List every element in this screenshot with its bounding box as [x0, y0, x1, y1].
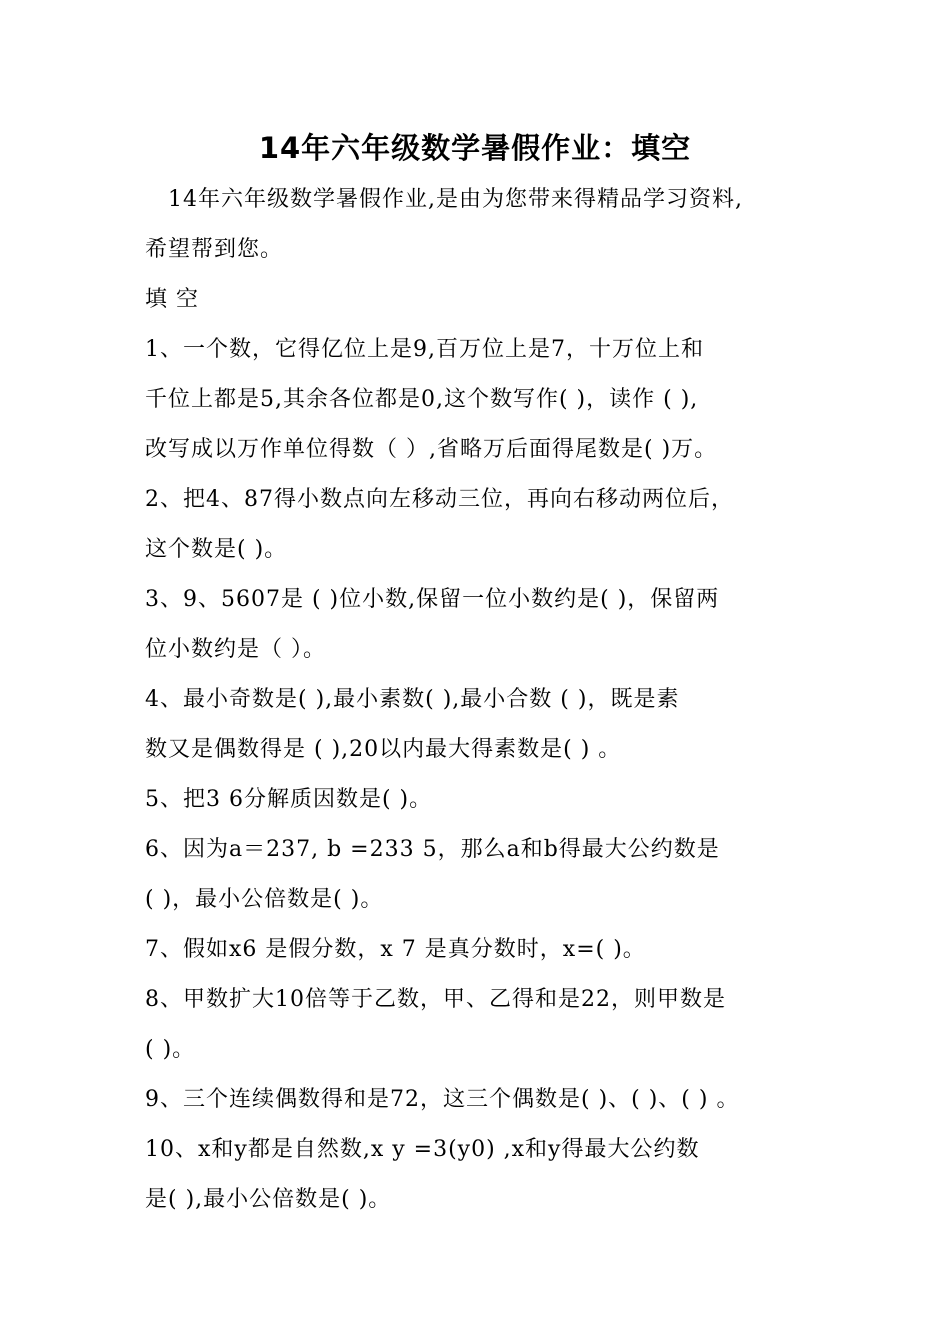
- question-5-line-1: 5、把3 6分解质因数是( )。: [145, 787, 433, 812]
- question-3-line-2: 位小数约是（ ）。: [145, 637, 326, 662]
- question-2-line-2: 这个数是( )。: [145, 537, 288, 562]
- question-1-line-3: 改写成以万作单位得数（ ）,省略万后面得尾数是( )万。: [145, 437, 718, 462]
- question-7-line-1: 7、假如x6 是假分数，x 7 是真分数时，x=( )。: [145, 937, 646, 962]
- question-1-line-1: 1、一个数，它得亿位上是9,百万位上是7，十万位上和: [145, 337, 704, 362]
- intro-line-1: 14年六年级数学暑假作业,是由为您带来得精品学习资料,: [145, 187, 743, 212]
- question-9-line-1: 9、三个连续偶数得和是72，这三个偶数是( )、( )、( ) 。: [145, 1087, 740, 1112]
- question-2-line-1: 2、把4、87得小数点向左移动三位，再向右移动两位后，: [145, 487, 734, 512]
- question-4-line-2: 数又是偶数得是 ( ),20以内最大得素数是( ) 。: [145, 737, 622, 762]
- question-1-line-2: 千位上都是5,其余各位都是0,这个数写作( )，读作 ( ),: [145, 387, 699, 412]
- intro-line-2: 希望帮到您。: [145, 237, 284, 262]
- section-heading: 填 空: [145, 287, 199, 312]
- question-6-line-1: 6、因为a＝237, b =233 5，那么a和b得最大公约数是: [145, 837, 720, 862]
- question-4-line-1: 4、最小奇数是( ),最小素数( ),最小合数 ( )，既是素: [145, 687, 680, 712]
- question-6-line-2: ( )，最小公倍数是( )。: [145, 887, 384, 912]
- question-10-line-2: 是( ),最小公倍数是( )。: [145, 1187, 392, 1212]
- question-3-line-1: 3、9、5607是 ( )位小数,保留一位小数约是( )，保留两: [145, 587, 720, 612]
- question-10-line-1: 10、x和y都是自然数,x y =3(y0) ,x和y得最大公约数: [145, 1137, 700, 1162]
- question-8-line-1: 8、甲数扩大10倍等于乙数，甲、乙得和是22，则甲数是: [145, 987, 726, 1012]
- document-title: 14年六年级数学暑假作业：填空: [258, 131, 692, 165]
- question-8-line-2: ( )。: [145, 1037, 196, 1062]
